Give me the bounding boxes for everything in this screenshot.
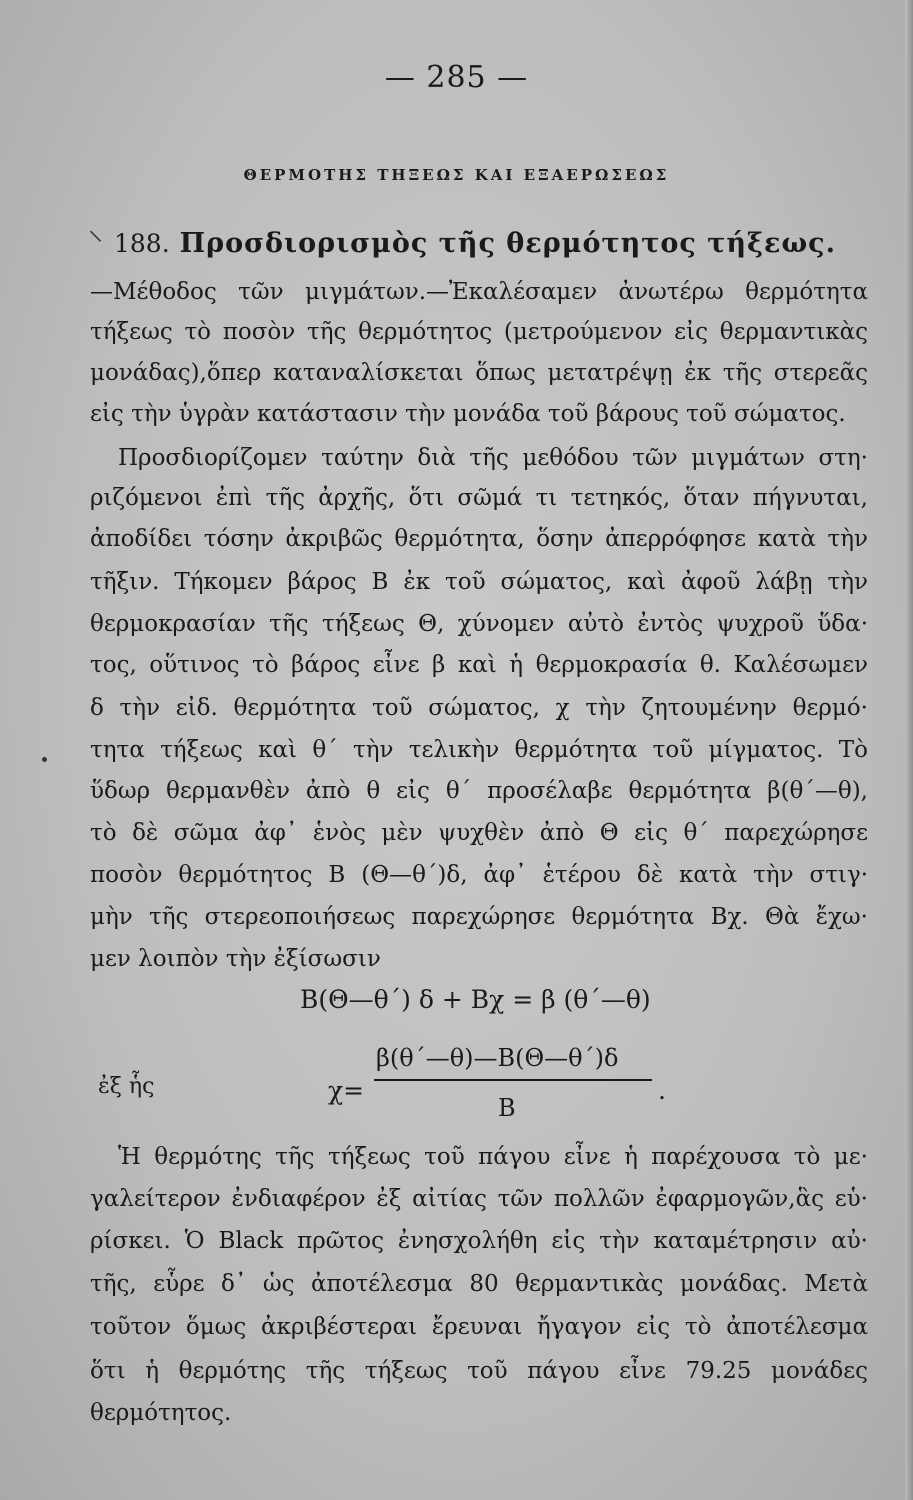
text-line: τος, οὕτινος τὸ βάρος εἶνε β καὶ ἡ θερμοκρασία θ. Καλέσωμεν <box>90 652 868 678</box>
text-line: ὕδωρ θερμανθὲν ἀπὸ θ εἰς θ΄ προσέλαβε θερμότητα β(θ΄—θ), <box>90 778 868 804</box>
equation-numerator: β(θ΄—θ)—Β(Θ—θ΄)δ <box>376 1044 619 1072</box>
text-line: θερμοκρασίαν τῆς τήξεως Θ, χύνομεν αὐτὸ ἐντὸς ψυχροῦ ὕδα· <box>90 611 868 637</box>
text-line: μὴν τῆς στερεοποιήσεως παρεχώρησε θερμότητα Βχ. Θὰ ἔχω· <box>90 904 868 930</box>
page-edge-shadow <box>905 0 913 1500</box>
margin-dot-mark <box>42 757 47 762</box>
equation-2 <box>328 1040 668 1130</box>
running-head: ΘΕΡΜΟΤΗΣ ΤΗΞΕΩΣ ΚΑΙ ΕΞΑΕΡΩΣΕΩΣ <box>243 166 670 184</box>
text-line: Προσδιορίζομεν ταύτην διὰ τῆς μεθόδου τῶν μιγμάτων στη· <box>118 445 868 471</box>
text-line: τὸ δὲ σῶμα ἀφ᾽ ἑνὸς μὲν ψυχθὲν ἀπὸ Θ εἰς θ΄ παρεχώρησε <box>90 820 868 846</box>
section-heading <box>114 228 868 259</box>
text-line: —Μέθοδος τῶν μιγμάτων.—Ἐκαλέσαμεν ἀνωτέρω θερμότητα <box>90 279 868 305</box>
text-line: τοῦτον ὅμως ἀκριβέστεραι ἔρευναι ἤγαγον εἰς τὸ ἀποτέλεσμα <box>90 1314 868 1340</box>
equation-prefix: ἐξ ἧς <box>98 1074 155 1099</box>
text-line: ρίσκει. Ὁ Black πρῶτος ἐνησχολήθη εἰς τὴν καταμέτρησιν αὐ· <box>90 1228 868 1254</box>
text-line: μονάδας),ὅπερ καταναλίσκεται ὅπως μετατρέψῃ ἐκ τῆς στερεᾶς <box>90 360 868 386</box>
fraction-bar <box>374 1079 652 1081</box>
equation-lhs: χ= <box>328 1076 365 1105</box>
text-line: γαλείτερον ἐνδιαφέρον ἐξ αἰτίας τῶν πολλῶν ἐφαρμογῶν,ἃς εὑ· <box>90 1186 868 1212</box>
text-line: τητα τήξεως καὶ θ΄ τὴν τελικὴν θερμότητα τοῦ μίγματος. Τὸ <box>90 737 868 763</box>
text-line: Ἡ θερμότης τῆς τήξεως τοῦ πάγου εἶνε ἡ παρέχουσα τὸ με· <box>118 1144 868 1170</box>
text-line: εἰς τὴν ὑγρὰν κατάστασιν τὴν μονάδα τοῦ βάρους τοῦ σώματος. <box>90 401 846 427</box>
text-line: μεν λοιπὸν τὴν ἐξίσωσιν <box>90 946 381 972</box>
margin-pencil-mark: ⸌ <box>88 225 103 260</box>
text-line: τῆξιν. Τήκομεν βάρος Β ἐκ τοῦ σώματος, καὶ ἀφοῦ λάβῃ τὴν <box>90 569 868 595</box>
section-title: Προσδιορισμὸς τῆς θερμότητος τήξεως. <box>179 228 837 259</box>
text-line: θερμότητος. <box>90 1400 232 1426</box>
text-line: ριζόμενοι ἐπὶ τῆς ἀρχῆς, ὅτι σῶμά τι τετηκός, ὅταν πήγνυται, <box>90 485 868 511</box>
text-line: δ τὴν εἰδ. θερμότητα τοῦ σώματος, χ τὴν ζητουμένην θερμό· <box>90 695 868 721</box>
text-line: ὅτι ἡ θερμότης τῆς τήξεως τοῦ πάγου εἶνε 79.25 μονάδες <box>90 1358 868 1384</box>
text-line: τήξεως τὸ ποσὸν τῆς θερμότητος (μετρούμενον εἰς θερμαντικὰς <box>90 319 868 345</box>
page-number: — 285 — <box>384 60 529 95</box>
text-line: ἀποδίδει τόσην ἀκριβῶς θερμότητα, ὅσην ἀπερρόφησε κατὰ τὴν <box>90 526 868 552</box>
equation-denominator: Β <box>498 1094 516 1122</box>
text-line: ποσὸν θερμότητος Β (Θ—θ΄)δ, ἀφ᾽ ἑτέρου δὲ κατὰ τὴν στιγ· <box>90 862 868 888</box>
section-number: 188. <box>114 229 170 258</box>
text-line: τῆς, εὗρε δ᾽ ὡς ἀποτέλεσμα 80 θερμαντικὰς μονάδας. Μετὰ <box>90 1271 868 1297</box>
equation-1: Β(Θ—θ΄) δ + Βχ = β (θ΄—θ) <box>300 985 651 1014</box>
equation-end: . <box>658 1076 666 1105</box>
